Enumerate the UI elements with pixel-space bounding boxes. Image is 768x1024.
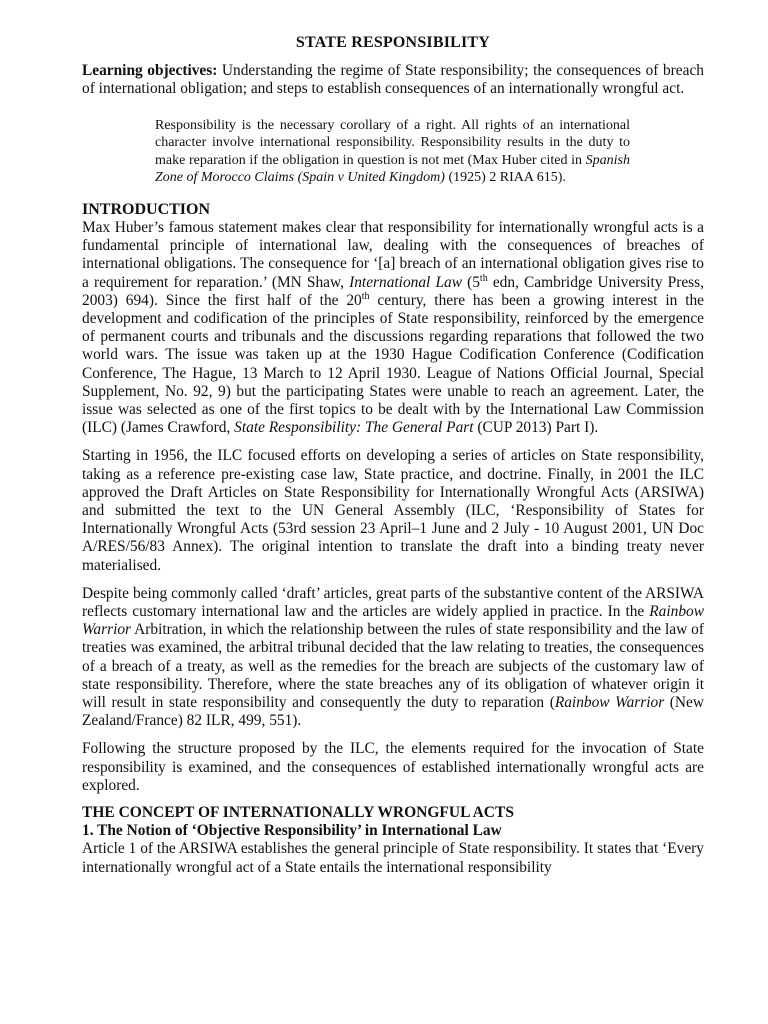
intro-paragraph-1: Max Huber’s famous statement makes clear that responsibility for internationally wrongful acts is a fundamental principle of international law, dealing with the consequences of breaches of international obligations. The consequence for ‘[a] breach of an international obligation gives rise to a requirement for reparation.’ (MN Shaw, International Law (5th edn, Cambridge University Press, 2003) 694). Since the first half of the 20th century, there has been a growing interest in the development and codification of the principles of State responsibility, reinforced by the emergence of permanent courts and tribunals and the discussions regarding reparations that followed the two world wars. The issue was taken up at the 1930 Hague Codification Conference (Codification Conference, The Hague, 13 March to 12 April 1930. League of Nations Official Journal, Special Supplement, No. 92, 9) but the participating States were unable to reach an agreement. Later, the issue was selected as one of the first topics to be dealt with by the International Law Commission (ILC) (James Crawford, State Responsibility: The General Part (CUP 2013) Part I).	[82, 218, 704, 437]
introduction-heading: INTRODUCTION	[82, 200, 211, 218]
learning-objectives-text: Understanding the regime of State responsibility; the consequences of breach of international obligation; and steps to establish consequences of an internationally wrongful act.	[82, 62, 704, 98]
learning-objectives	[82, 62, 704, 98]
intro-paragraph-2: Starting in 1956, the ILC focused efforts on developing a series of articles on State responsibility, taking as a reference pre-existing case law, State practice, and doctrine. Finally, in 2001 the ILC approved the Draft Articles on State Responsibility for Internationally Wrongful Acts (ARSIWA) and submitted the text to the UN General Assembly (ILC, ‘Responsibility of States for Internationally Wrongful Acts (53rd session 23 April–1 June and 2 July - 10 August 2001, UN Doc A/RES/56/83 Annex). The original intention to translate the draft into a binding treaty never materialised.	[82, 447, 704, 574]
block-quote: Responsibility is the necessary corollary of a right. All rights of an international character involve international responsibility. Responsibility results in the duty to make reparation if the obligation in question is not met (Max Huber cited in Spanish Zone of Morocco Claims (Spain v United Kingdom) (1925) 2 RIAA 615).	[155, 117, 630, 186]
learning-objectives-label: Learning objectives:	[82, 62, 218, 80]
section-paragraph-1: Article 1 of the ARSIWA establishes the general principle of State responsibility. It states that ‘Every internationally wrongful act of a State entails the international responsibility	[82, 840, 704, 876]
section-heading: THE CONCEPT OF INTERNATIONALLY WRONGFUL ACTS	[82, 804, 514, 822]
subsection-heading: 1. The Notion of ‘Objective Responsibility’ in International Law	[82, 822, 502, 840]
intro-paragraph-4: Following the structure proposed by the ILC, the elements required for the invocation of State responsibility is examined, and the consequences of established internationally wrongful acts are explored.	[82, 740, 704, 794]
document-title: STATE RESPONSIBILITY	[295, 34, 491, 51]
intro-paragraph-3: Despite being commonly called ‘draft’ articles, great parts of the substantive content of the ARSIWA reflects customary international law and the articles are widely applied in practice. In the Rainbow Warrior Arbitration, in which the relationship between the rules of state responsibility and the law of treaties was examined, the arbitral tribunal decided that the law relating to treaties, the consequences of a breach of a treaty, as well as the remedies for the breach are subjects of the customary law of state responsibility. Therefore, where the state breaches any of its obligation of whatever origin it will result in state responsibility and consequently the duty to reparation (Rainbow Warrior (New Zealand/France) 82 ILR, 499, 551).	[82, 584, 704, 730]
quote-case-name: Spanish Zone of Morocco Claims (Spain v United Kingdom)	[155, 152, 630, 186]
